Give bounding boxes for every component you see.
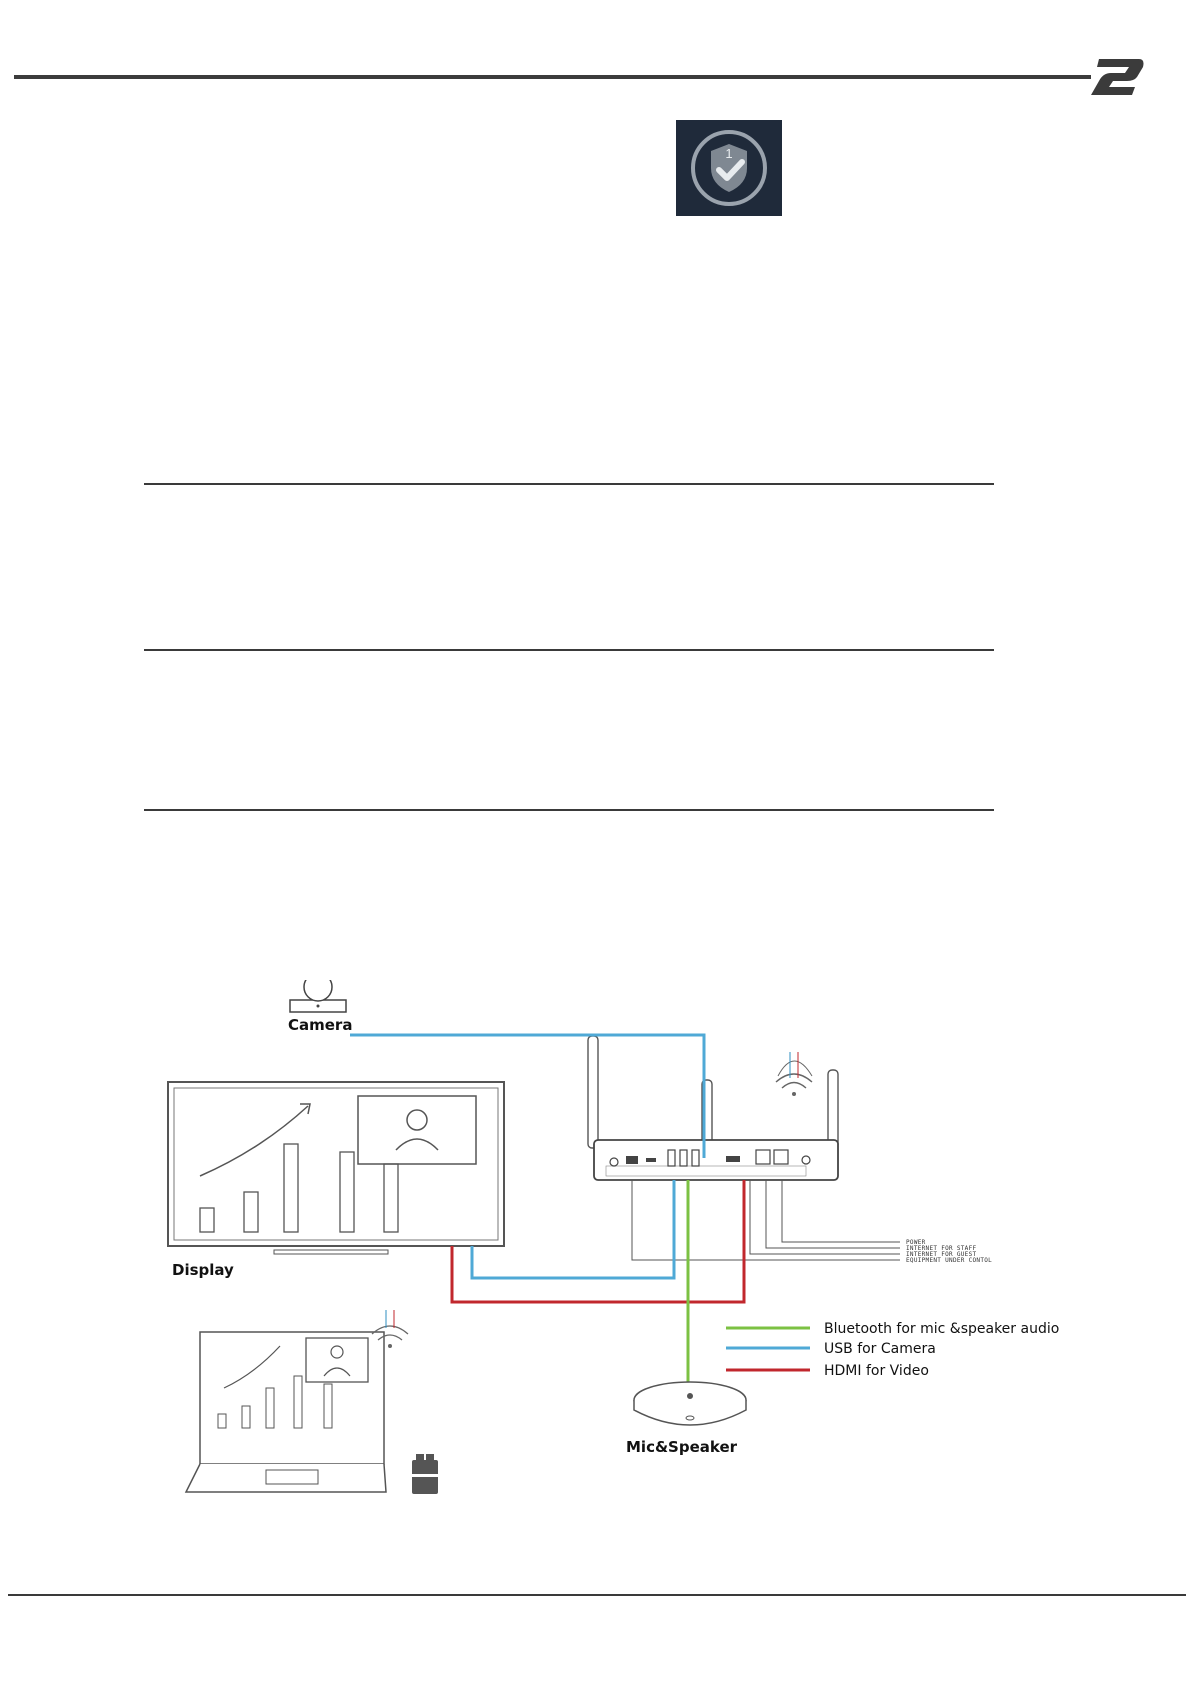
- mic-speaker-label: Mic&Speaker: [626, 1438, 738, 1456]
- connection-diagram: [160, 980, 1060, 1500]
- wifi-icon: [776, 1052, 812, 1096]
- header-rule: [14, 75, 1091, 79]
- brand-logo-icon: [1087, 53, 1149, 99]
- section-rule: [144, 809, 994, 811]
- dongle-icon: [412, 1454, 438, 1494]
- shield-badge-number: 1: [725, 146, 733, 161]
- section-rule: [144, 483, 994, 485]
- port-label: INTERNET FOR GUEST: [906, 1251, 977, 1258]
- footer-rule: [8, 1594, 1186, 1596]
- section-rule: [144, 649, 994, 651]
- port-label: INTERNET FOR STAFF: [906, 1245, 977, 1252]
- router-icon: [588, 1036, 838, 1180]
- mic-speaker-icon: [634, 1382, 746, 1425]
- legend: [726, 1321, 1059, 1379]
- display-label: Display: [172, 1261, 234, 1279]
- legend-label: Bluetooth for mic &speaker audio: [824, 1321, 1060, 1337]
- shield-badge: [676, 120, 782, 216]
- legend-label: USB for Camera: [824, 1341, 936, 1357]
- legend-label: HDMI for Video: [824, 1363, 929, 1379]
- laptop-icon: [186, 1332, 386, 1492]
- camera-label: Camera: [288, 1016, 353, 1034]
- camera-icon: [290, 980, 346, 1012]
- display-icon: [168, 1082, 504, 1254]
- port-label: POWER: [906, 1239, 926, 1246]
- shield-check-icon: [676, 120, 782, 216]
- port-lines: [632, 1180, 900, 1260]
- port-label: EQUIPMENT UNDER CONTOL: [906, 1257, 993, 1264]
